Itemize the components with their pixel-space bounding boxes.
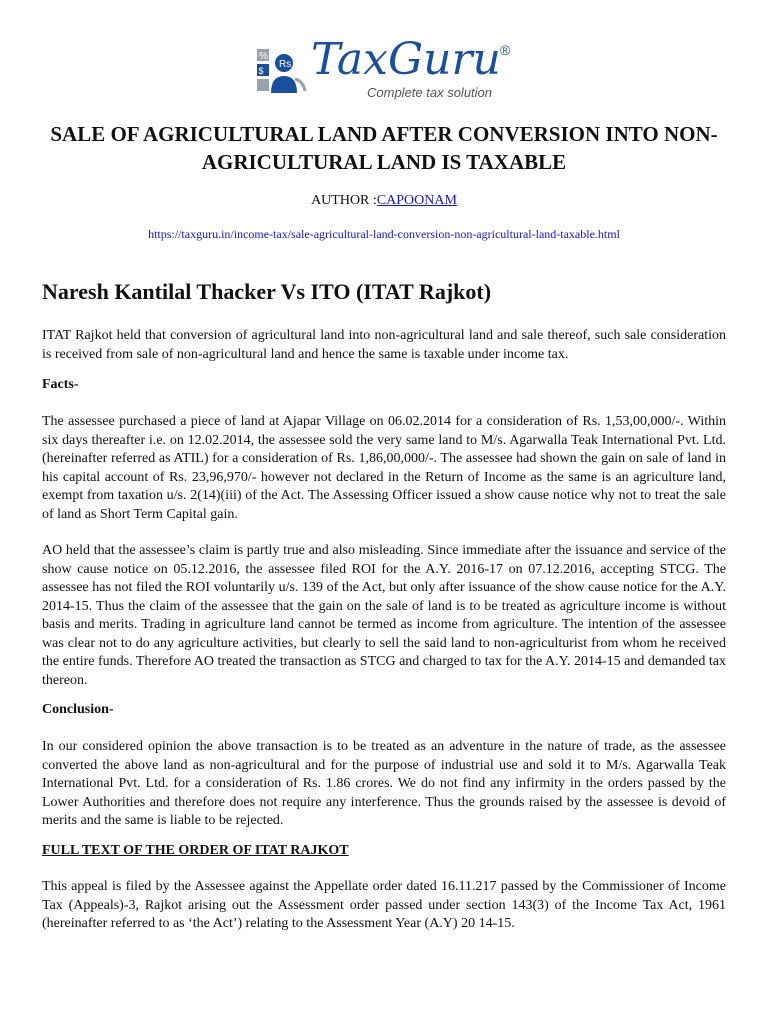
facts-heading: Facts- [42, 377, 79, 392]
conclusion-paragraph: In our considered opinion the above transaction is to be treated as an adventure in the nature of trade, as the assessee converted the above land as non-agricultural and for the purpose of industrial use and sold it to M/s. Agarwalla Teak International Pvt. Ltd. for a consideration of Rs. 1.86 crores. We do not find any infirmity in the orders passed by the Lower Authorities and therefore does not require any interference. Thus the grounds raised by the assessee is devoid of merits and the same is liable to be rejected. [42, 739, 726, 828]
article-url[interactable]: https://taxguru.in/income-tax/sale-agricultural-land-conversion-non-agricultural-land-taxable.html [148, 227, 620, 241]
article-title: SALE OF AGRICULTURAL LAND AFTER CONVERSION INTO NON-AGRICULTURAL LAND IS TAXABLE [50, 122, 718, 174]
svg-text:Rs: Rs [279, 59, 292, 70]
logo-icon [255, 45, 309, 97]
author-label: AUTHOR : [311, 193, 377, 208]
order-paragraph: This appeal is filed by the Assessee against the Appellate order dated 16.11.217 passed by the Commissioner of Income Tax (Appeals)-3, Rajkot arising out the Assessment order passed under section 143(3) of the Income Tax Act, 1961 (hereinafter referred to as ‘the Act’) relating to the Assessment Year (A.Y) 20 14-15. [42, 879, 726, 931]
intro-paragraph: ITAT Rajkot held that conversion of agricultural land into non-agricultural land and sale thereof, such sale consideration is received from sale of non-agricultural land and hence the same is taxable under income tax. [42, 328, 726, 362]
case-title: Naresh Kantilal Thacker Vs ITO (ITAT Rajkot) [42, 279, 492, 304]
registered-mark: ® [500, 42, 511, 58]
taxguru-logo[interactable] [255, 34, 515, 100]
facts-paragraph-1: The assessee purchased a piece of land at Ajapar Village on 06.02.2014 for a consideration of Rs. 1,53,00,000/-. Within six days thereafter i.e. on 12.02.2014, the assessee sold the very same land to M/s. Agarwalla Teak International Pvt. Ltd. (hereinafter referred as ATIL) for a consideration of Rs. 1,86,00,000/-. The assessee had shown the gain on sale of land in his capital account of Rs. 23,96,970/- however not declared in the Return of Income as the same is an agriculture land, exempt from taxation u/s. 2(14)(iii) of the Act. The Assessing Officer issued a show cause notice why not to treat the sale of land as Short Term Capital gain. [42, 414, 726, 522]
full-text-heading: FULL TEXT OF THE ORDER OF ITAT RAJKOT [42, 843, 349, 858]
svg-text:%: % [259, 51, 268, 62]
author-line [0, 193, 768, 209]
brand-tagline: Complete tax solution [367, 85, 493, 100]
conclusion-heading: Conclusion- [42, 702, 114, 717]
svg-text:$: $ [258, 66, 264, 76]
author-link[interactable]: CAPOONAM [376, 193, 457, 208]
brand-name: TaxGuru [311, 34, 501, 85]
facts-paragraph-2: AO held that the assessee’s claim is partly true and also misleading. Since immediate after the issuance and service of the show cause notice on 05.12.2016, the assessee filed ROI for the A.Y. 2016-17 on 07.12.2016, accepting STCG. The assessee has not filed the ROI voluntarily u/s. 139 of the Act, but only after issuance of the show cause notice for the A.Y. 2014-15. Thus the claim of the assessee that the gain on the sale of land is to be treated as agriculture income is without basis and merits. Trading in agriculture land cannot be termed as income from agriculture. The intention of the assessee was clear not to do any agriculture activities, but clearly to sell the said land to non-agriculturist from whom he received the entire funds. Therefore AO treated the transaction as STCG and charged to tax for the A.Y. 2014-15 and demanded tax thereon. [42, 543, 726, 688]
